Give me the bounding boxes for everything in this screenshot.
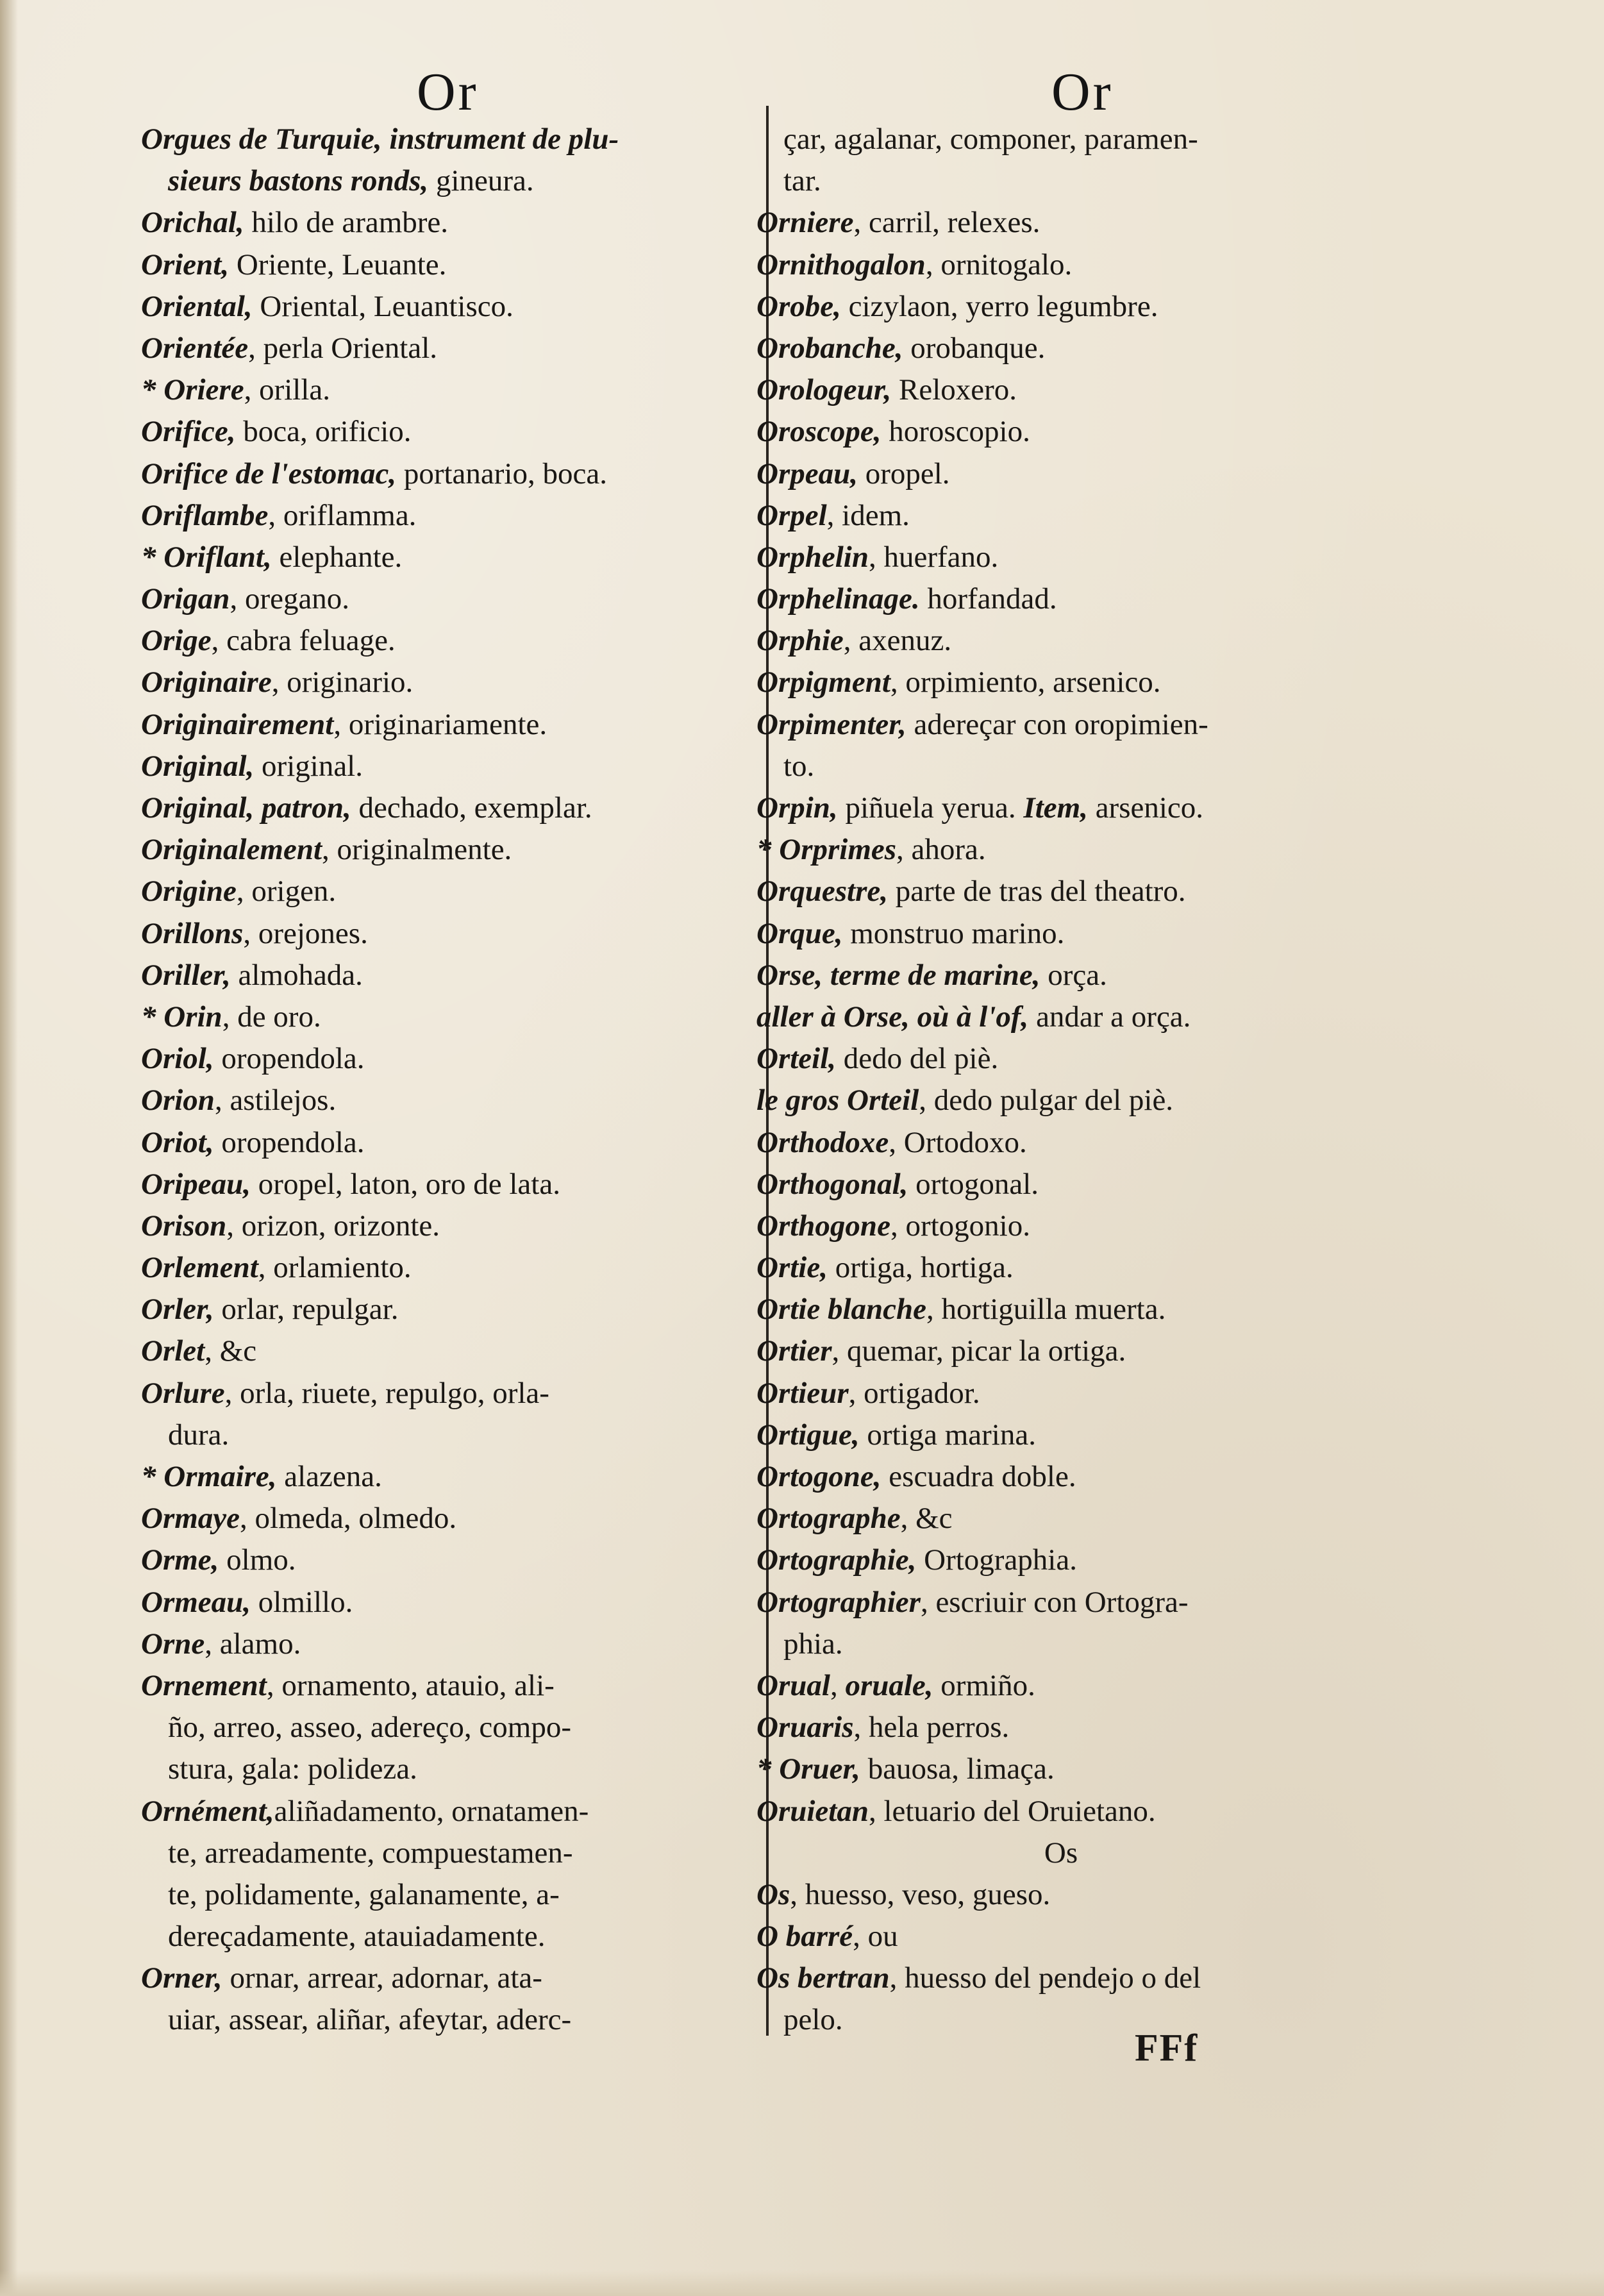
entry-headword: Orthodoxe — [756, 1125, 889, 1159]
entry-headword: Orion — [141, 1084, 215, 1118]
entry-translation: , huesso, veso, gueso. — [790, 1877, 1051, 1911]
entry-translation: , astilejos. — [214, 1084, 337, 1118]
entry-translation: bauosa, limaça. — [860, 1752, 1055, 1786]
entry-headword: * Oriere — [141, 373, 244, 407]
entry-translation: , originariamente. — [333, 707, 547, 741]
entry-headword: Oroscope, — [756, 415, 881, 449]
entry-headword: Orpin, — [756, 791, 838, 825]
dictionary-entry — [141, 202, 744, 244]
entry-headword: Orthogonal, — [756, 1167, 908, 1201]
entry-translation: , ou — [853, 1920, 898, 1954]
entry-translation: Oriental, Leuantisco. — [252, 289, 514, 323]
entry-headword: * Oriflant, — [141, 540, 272, 574]
entry-headword: Oruietan — [756, 1794, 869, 1828]
entry-headword: Orillons — [141, 916, 244, 950]
entry-headword: Ortogone, — [756, 1460, 881, 1493]
entry-headword: Orlet — [141, 1334, 205, 1368]
entry-translation: , origen. — [236, 875, 337, 909]
entry-headword: Orne — [141, 1627, 205, 1661]
entry-headword: Orpeau, — [756, 457, 858, 490]
entry-headword: Orobe, — [756, 289, 841, 323]
entry-translation: , orlamiento. — [258, 1251, 412, 1285]
entry-translation: ño, arreo, asseo, adereço, compo- — [168, 1711, 571, 1745]
entry-headword: Oriflambe — [141, 498, 269, 532]
entry-headword: Orphelinage. — [756, 582, 920, 616]
entry-headword: Oriol, — [141, 1042, 214, 1076]
entry-headword: Orpimenter, — [756, 707, 906, 741]
entry-headword: Ortigue, — [756, 1418, 860, 1452]
entry-translation: gineura. — [428, 164, 534, 198]
dictionary-entry — [141, 537, 744, 578]
dictionary-entry — [756, 913, 1366, 955]
entry-translation: portanario, boca. — [396, 457, 607, 490]
dictionary-entry — [141, 119, 744, 160]
section-heading — [756, 1832, 1366, 1874]
dictionary-entry — [141, 1665, 744, 1707]
entry-headword: Orme, — [141, 1543, 219, 1577]
left-column — [141, 119, 744, 2041]
entry-translation: , orla, riuete, repulgo, orla- — [224, 1376, 549, 1410]
entry-translation: , orejones. — [243, 916, 368, 950]
entry-translation: , alamo. — [205, 1627, 301, 1661]
page-edge-shadow — [0, 0, 18, 2296]
entry-headword: Ortographe — [756, 1502, 901, 1536]
entry-translation: boca, orificio. — [235, 415, 412, 449]
entry-translation: orobanque. — [903, 331, 1046, 365]
entry-translation: ormiño. — [933, 1668, 1035, 1702]
entry-headword: * Ormaire, — [141, 1460, 277, 1493]
dictionary-entry — [756, 453, 1366, 495]
dictionary-entry — [756, 1205, 1366, 1247]
entry-translation: orça. — [1040, 958, 1107, 992]
dictionary-entry — [141, 1247, 744, 1289]
entry-headword: Originalement — [141, 833, 322, 867]
entry-headword: Orifice, — [141, 415, 236, 449]
dictionary-entry — [756, 1247, 1366, 1289]
dictionary-entry — [756, 1456, 1366, 1498]
entry-translation: pelo. — [783, 2003, 843, 2037]
entry-translation: , quemar, picar la ortiga. — [831, 1334, 1126, 1368]
dictionary-entry — [756, 996, 1366, 1038]
dictionary-entry — [141, 578, 744, 620]
dictionary-entry — [756, 746, 1366, 787]
dictionary-entry — [141, 495, 744, 537]
entry-translation: , ortogonio. — [890, 1209, 1030, 1243]
dictionary-entry — [141, 1330, 744, 1372]
entry-headword: Oriental, — [141, 289, 253, 323]
dictionary-entry — [756, 871, 1366, 912]
dictionary-entry — [756, 787, 1366, 829]
entry-translation: , hela perros. — [853, 1711, 1010, 1745]
entry-translation: olmo. — [219, 1543, 296, 1577]
entry-headword: Orlement — [141, 1251, 258, 1285]
entry-translation: tar. — [783, 164, 821, 198]
dictionary-entry — [141, 620, 744, 662]
dictionary-entry — [141, 913, 744, 955]
right-column-header: Or — [1051, 62, 1114, 122]
dictionary-entry — [141, 1080, 744, 1121]
dictionary-entry — [141, 1122, 744, 1164]
entry-translation: dura. — [168, 1418, 230, 1452]
entry-translation: monstruo marino. — [842, 916, 1065, 950]
dictionary-entry — [756, 1080, 1366, 1121]
dictionary-entry — [141, 996, 744, 1038]
signature-mark: FFf — [1135, 2027, 1199, 2069]
entry-translation: escuadra doble. — [881, 1460, 1076, 1493]
dictionary-entry — [141, 871, 744, 912]
entry-translation: stura, gala: polideza. — [168, 1752, 417, 1786]
dictionary-entry — [141, 369, 744, 411]
dictionary-entry — [141, 1791, 744, 1832]
dictionary-entry — [756, 160, 1366, 202]
dictionary-entry — [141, 1707, 744, 1748]
entry-translation: çar, agalanar, componer, paramen- — [783, 122, 1198, 156]
dictionary-entry — [141, 453, 744, 495]
entry-translation: , olmeda, olmedo. — [240, 1502, 457, 1536]
entry-headword: Ortier — [756, 1334, 832, 1368]
dictionary-entry — [756, 955, 1366, 996]
dictionary-entry — [756, 578, 1366, 620]
entry-headword: Os — [756, 1877, 790, 1911]
dictionary-entry — [756, 1916, 1366, 1957]
entry-translation: phia. — [783, 1627, 843, 1661]
entry-headword: Origine — [141, 875, 237, 909]
dictionary-entry — [756, 119, 1366, 160]
entry-translation: , ortigador. — [848, 1376, 980, 1410]
dictionary-entry — [756, 1539, 1366, 1581]
entry-translation: arsenico. — [1087, 791, 1204, 825]
dictionary-entry — [756, 1957, 1366, 1999]
dictionary-entry — [756, 537, 1366, 578]
dictionary-entry — [756, 1373, 1366, 1414]
entry-headword: Orpel — [756, 498, 827, 532]
entry-translation: almohada. — [230, 958, 363, 992]
entry-translation: , oregano. — [230, 582, 350, 616]
entry-headword: Orient, — [141, 247, 230, 281]
dictionary-entry — [141, 1289, 744, 1330]
entry-translation: , idem. — [826, 498, 910, 532]
dictionary-entry — [756, 1748, 1366, 1790]
entry-translation: , hortiguilla muerta. — [926, 1293, 1166, 1327]
entry-headword: Orse, terme de marine, — [756, 958, 1040, 992]
entry-translation: dechado, exemplar. — [351, 791, 592, 825]
dictionary-entry — [141, 1832, 744, 1874]
entry-translation: , Ortodoxo. — [889, 1125, 1027, 1159]
entry-translation: cizylaon, yerro legumbre. — [840, 289, 1158, 323]
entry-translation: original. — [254, 749, 363, 783]
entry-headword: * Oruer, — [756, 1752, 860, 1786]
dictionary-entry — [756, 369, 1366, 411]
dictionary-entry — [756, 1289, 1366, 1330]
entry-translation: aliñadamento, ornatamen- — [274, 1794, 589, 1828]
entry-translation: , oriflamma. — [268, 498, 417, 532]
entry-headword: Ortie blanche — [756, 1293, 927, 1327]
entry-translation: , &c — [900, 1502, 953, 1536]
dictionary-entry — [141, 1582, 744, 1623]
entry-headword: Orquestre, — [756, 875, 888, 909]
entry-translation: , &c — [205, 1334, 257, 1368]
entry-headword: Orichal, — [141, 206, 244, 240]
entry-translation: uiar, assear, aliñar, afeytar, aderc- — [168, 2003, 572, 2037]
left-column-header: Or — [417, 62, 479, 122]
dictionary-entry — [141, 1164, 744, 1205]
entry-translation: te, polidamente, galanamente, a- — [168, 1877, 560, 1911]
dictionary-entry — [141, 704, 744, 746]
entry-headword: Ormeau, — [141, 1585, 251, 1619]
entry-headword: Oriot, — [141, 1125, 214, 1159]
entry-translation: te, arreadamente, compuestamen- — [168, 1836, 573, 1870]
entry-translation: horfandad. — [919, 582, 1057, 616]
dictionary-entry — [756, 1665, 1366, 1707]
entry-translation: , axenuz. — [843, 624, 952, 658]
dictionary-entry — [141, 1748, 744, 1790]
entry-translation: , ornitogalo. — [925, 247, 1073, 281]
entry-translation: olmillo. — [251, 1585, 353, 1619]
entry-translation: ornar, arrear, adornar, ata- — [222, 1961, 542, 1995]
dictionary-entry — [141, 1957, 744, 1999]
entry-translation: oropendola. — [213, 1125, 365, 1159]
entry-translation: , orizon, orizonte. — [226, 1209, 440, 1243]
entry-headword: Orifice de l'estomac, — [141, 457, 397, 490]
dictionary-entry — [141, 244, 744, 286]
dictionary-entry — [141, 286, 744, 328]
entry-translation: , ahora. — [896, 833, 986, 867]
entry-translation: , dedo pulgar del piè. — [919, 1084, 1174, 1118]
entry-headword: Orpigment — [756, 666, 890, 700]
entry-headword: Orque, — [756, 916, 843, 950]
dictionary-entry — [756, 1414, 1366, 1456]
entry-headword: * Orin — [141, 1000, 222, 1034]
entry-translation: horoscopio. — [881, 415, 1030, 449]
dictionary-entry — [756, 244, 1366, 286]
dictionary-entry — [756, 328, 1366, 369]
dictionary-entry — [756, 829, 1366, 871]
dictionary-entry — [141, 1038, 744, 1080]
page-bottom-shadow — [0, 2270, 1604, 2296]
entry-translation: , cabra feluage. — [211, 624, 396, 658]
entry-headword: Orphelin — [756, 540, 869, 574]
entry-translation: adereçar con oropimien- — [906, 707, 1208, 741]
entry-headword: Oriller, — [141, 958, 231, 992]
entry-headword: aller à Orse, où à l'of, — [756, 1000, 1029, 1034]
dictionary-entry — [756, 1330, 1366, 1372]
entry-translation: , huesso del pendejo o del — [889, 1961, 1201, 1995]
entry-headword: Ormaye — [141, 1502, 240, 1536]
entry-translation: ortiga marina. — [859, 1418, 1036, 1452]
entry-headword: Ortieur — [756, 1376, 849, 1410]
entry-headword: Original, patron, — [141, 791, 351, 825]
entry-headword: Ornithogalon — [756, 247, 926, 281]
entry-translation: ortiga, hortiga. — [827, 1251, 1014, 1285]
entry-headword: * Orprimes — [756, 833, 897, 867]
entry-headword: Orphie — [756, 624, 844, 658]
dictionary-entry — [756, 620, 1366, 662]
entry-translation: , perla Oriental. — [248, 331, 437, 365]
entry-headword: Originairement — [141, 707, 334, 741]
dictionary-entry — [141, 1205, 744, 1247]
entry-translation: , orpimiento, arsenico. — [890, 666, 1161, 700]
entry-headword: Item, — [1023, 791, 1088, 825]
dictionary-entry — [756, 1791, 1366, 1832]
entry-translation: , letuario del Oruietano. — [869, 1794, 1156, 1828]
entry-translation: , ornamento, atauio, ali- — [266, 1668, 555, 1702]
entry-translation: , originario. — [271, 666, 414, 700]
entry-headword: Os bertran — [756, 1961, 890, 1995]
entry-headword: Orual — [756, 1668, 830, 1702]
entry-headword: Ornement — [141, 1668, 267, 1702]
entry-translation: Reloxero. — [891, 373, 1017, 407]
dictionary-entry — [141, 411, 744, 453]
entry-headword: Orientée — [141, 331, 249, 365]
dictionary-entry — [756, 1999, 1366, 2041]
entry-translation: , orilla. — [244, 373, 330, 407]
entry-headword: Orthogone — [756, 1209, 890, 1243]
dictionary-entry — [141, 1623, 744, 1665]
dictionary-entry — [141, 1373, 744, 1414]
entry-translation: alazena. — [276, 1460, 382, 1493]
dictionary-entry — [756, 1707, 1366, 1748]
entry-headword: oruale, — [845, 1668, 933, 1702]
dictionary-entry — [756, 1038, 1366, 1080]
entry-translation: piñuela yerua. — [837, 791, 1024, 825]
entry-translation: ortogonal. — [908, 1167, 1039, 1201]
entry-translation: orlar, repulgar. — [213, 1293, 399, 1327]
entry-translation: parte de tras del theatro. — [887, 875, 1186, 909]
entry-headword: Ortographie, — [756, 1543, 917, 1577]
dictionary-entry — [141, 1539, 744, 1581]
dictionary-entry — [141, 1916, 744, 1957]
entry-translation: , escriuir con Ortogra- — [920, 1585, 1189, 1619]
dictionary-entry — [141, 328, 744, 369]
entry-translation: dedo del piè. — [836, 1042, 999, 1076]
entry-translation: to. — [783, 749, 815, 783]
dictionary-entry — [141, 160, 744, 202]
dictionary-entry — [756, 1164, 1366, 1205]
dictionary-entry — [141, 787, 744, 829]
dictionary-entry — [141, 829, 744, 871]
entry-headword: Orison — [141, 1209, 227, 1243]
dictionary-entry — [141, 1999, 744, 2041]
entry-headword: Ortie, — [756, 1251, 828, 1285]
entry-headword: Originaire — [141, 666, 272, 700]
dictionary-entry — [141, 1498, 744, 1539]
entry-translation: oropendola. — [213, 1042, 365, 1076]
entry-headword: Oruaris — [756, 1711, 854, 1745]
dictionary-entry — [756, 1122, 1366, 1164]
entry-translation: , huerfano. — [869, 540, 999, 574]
entry-headword: Orologeur, — [756, 373, 892, 407]
dictionary-entry — [756, 1874, 1366, 1916]
entry-headword: Origan — [141, 582, 230, 616]
entry-translation: Oriente, Leuante. — [229, 247, 447, 281]
entry-translation: , carril, relexes. — [853, 206, 1040, 240]
entry-headword: Orniere — [756, 206, 854, 240]
dictionary-entry — [756, 1498, 1366, 1539]
entry-headword: le gros Orteil — [756, 1084, 919, 1118]
dictionary-entry — [141, 1456, 744, 1498]
entry-headword: Ortographier — [756, 1585, 921, 1619]
entry-translation: hilo de arambre. — [244, 206, 449, 240]
entry-headword: Orler, — [141, 1293, 214, 1327]
dictionary-entry — [756, 1623, 1366, 1665]
entry-translation: , originalmente. — [322, 833, 512, 867]
entry-headword: Ornément, — [141, 1794, 274, 1828]
entry-headword: Orige — [141, 624, 212, 658]
entry-translation: , de oro. — [222, 1000, 321, 1034]
entry-translation: , — [830, 1668, 846, 1702]
dictionary-entry — [141, 1874, 744, 1916]
entry-headword: sieurs bastons ronds, — [168, 164, 429, 198]
dictionary-entry — [756, 411, 1366, 453]
entry-headword: Original, — [141, 749, 255, 783]
dictionary-entry — [756, 286, 1366, 328]
entry-headword: Orobanche, — [756, 331, 903, 365]
dictionary-entry — [141, 1414, 744, 1456]
entry-headword: Orgues de Turquie, instrument de plu- — [141, 122, 619, 156]
dictionary-entry — [141, 955, 744, 996]
dictionary-entry — [756, 662, 1366, 703]
entry-headword: Orteil, — [756, 1042, 837, 1076]
entry-translation: andar a orça. — [1028, 1000, 1191, 1034]
entry-translation: elephante. — [271, 540, 403, 574]
dictionary-entry — [756, 495, 1366, 537]
entry-headword: Orlure — [141, 1376, 225, 1410]
dictionary-entry — [141, 746, 744, 787]
dictionary-entry — [756, 704, 1366, 746]
entry-translation: Os — [1044, 1836, 1078, 1870]
entry-headword: Oripeau, — [141, 1167, 251, 1201]
entry-translation: oropel, laton, oro de lata. — [251, 1167, 560, 1201]
dictionary-entry — [141, 662, 744, 703]
dictionary-entry — [756, 1582, 1366, 1623]
right-column — [756, 119, 1366, 2041]
entry-translation: oropel. — [857, 457, 950, 490]
entry-translation: dereçadamente, atauiadamente. — [168, 1920, 546, 1954]
entry-headword: O barré — [756, 1920, 853, 1954]
entry-translation: Ortographia. — [916, 1543, 1077, 1577]
dictionary-entry — [756, 202, 1366, 244]
entry-headword: Orner, — [141, 1961, 222, 1995]
